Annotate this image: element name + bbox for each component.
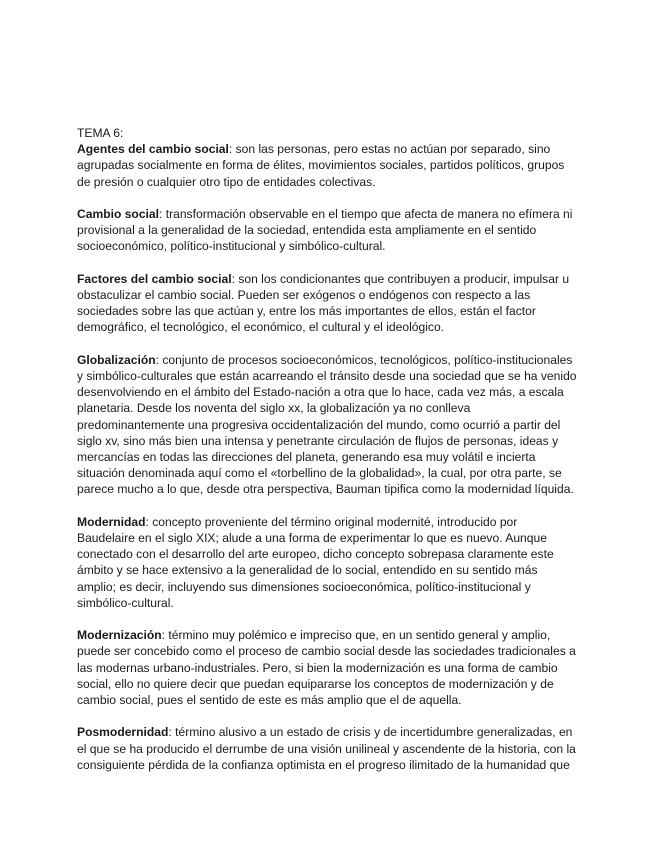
entry-term: Cambio social	[77, 207, 159, 221]
entry-modernizacion	[77, 627, 577, 708]
entry-modernidad	[77, 514, 577, 611]
entry-globalizacion	[77, 352, 577, 498]
entry-definition: : conjunto de procesos socioeconómicos, tecnológicos, político-institucionales y simbólico-culturales que están acarreando el tránsito desde una sociedad que se ha venido desenvolviendo en el ámbito del Estado-nación a otra que lo hace, cada vez más, a escala planetaria. Desde los noventa del siglo xx, la globalización ya no conlleva predominantemente una progresiva occidentalización del mundo, como ocurrió a partir del siglo xv, sino más bien una intensa y penetrante circulación de flujos de personas, ideas y mercancías en todas las direcciones del planeta, generando esa muy volátil e incierta situación denominada aquí como el «torbellino de la globalidad», la cual, por otra parte, se parece mucho a lo que, desde otra perspectiva, Bauman tipifica como la modernidad líquida.	[77, 352, 577, 497]
document-page	[77, 125, 577, 789]
entry-term: Modernidad	[77, 514, 146, 529]
entry-definition: : término muy polémico e impreciso que, en un sentido general y amplio, puede ser concebido como el proceso de cambio social desde las sociedades tradicionales a las modernas urbano-industriales. Pero, si bien la modernización es una forma de cambio social, ello no quiere decir que puedan equipararse los conceptos de modernización y de cambio social, pues el sentido de este es más amplio que el de aquella.	[77, 628, 576, 708]
document-heading: TEMA 6:	[77, 126, 124, 140]
entry-term: Factores del cambio social	[77, 271, 232, 286]
entry-agentes-del-cambio-social	[77, 141, 577, 190]
entry-factores-del-cambio-social	[77, 271, 577, 336]
entry-definition: : son los condicionantes que contribuyen a producir, impulsar u obstaculizar el cambio social. Pueden ser exógenos o endógenos con respecto a las sociedades sobre las que actúan y, entre los más importantes de ellos, están el factor demográfico, el tecnológico, el económico, el cultural y el ideológico.	[77, 271, 570, 335]
entry-definition: : concepto proveniente del término original modernité, introducido por Baudelaire en el siglo XIX; alude a una forma de experimentar lo que es nuevo. Aunque conectado con el desarrollo del arte europeo, dicho concepto sobrepasa claramente este ámbito y se hace extensivo a la generalidad de lo social, entendido en su sentido más amplio; es decir, incluyendo sus dimensiones socioeconómica, político-institucional y simbólico-cultural.	[77, 514, 554, 610]
entry-term: Globalización	[77, 352, 156, 367]
entry-definition: : son las personas, pero estas no actúan por separado, sino agrupadas socialmente en forma de élites, movimientos sociales, partidos políticos, grupos de presión o cualquier otro tipo de entidades colectivas.	[77, 142, 565, 189]
entry-posmodernidad	[77, 724, 577, 773]
entry-term: Agentes del cambio social	[77, 142, 229, 157]
entry-definition: : término alusivo a un estado de crisis y de incertidumbre generalizadas, en el que se ha producido el derrumbe de una visión unilineal y ascendente de la historia, con la consiguiente pérdida de la confianza optimista en el progreso ilimitado de la humanidad que	[77, 725, 576, 772]
entry-term: Posmodernidad	[77, 725, 169, 740]
entry-term: Modernización	[77, 628, 162, 643]
entry-cambio-social	[77, 206, 577, 255]
entry-definition: : transformación observable en el tiempo que afecta de manera no efímera ni provisional a la generalidad de la sociedad, entendida esta ampliamente en el sentido socioeconómico, político-institucional y simbólico-cultural.	[77, 207, 573, 254]
